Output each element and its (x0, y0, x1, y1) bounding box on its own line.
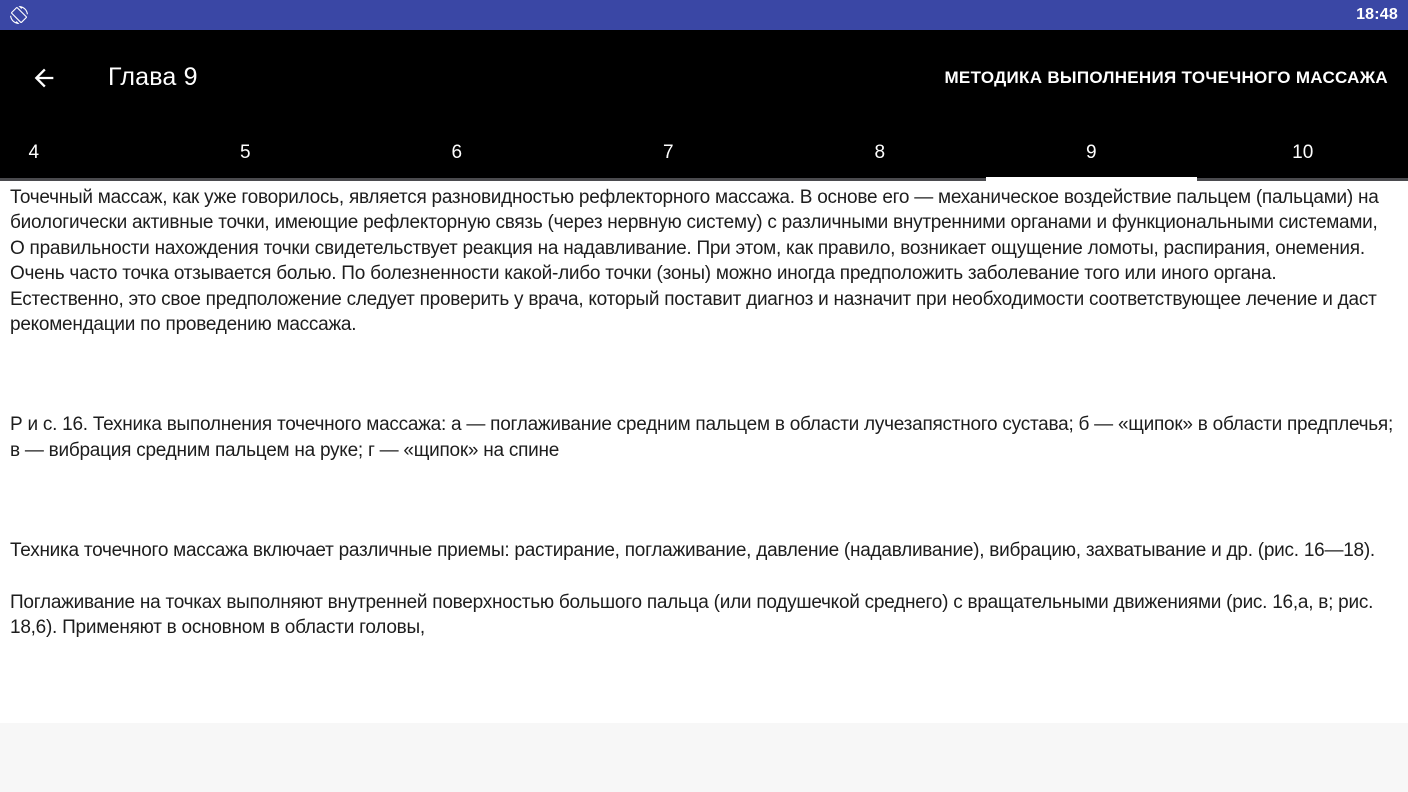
paragraph-2: Р и с. 16. Техника выполнения точечного массажа: а — поглаживание средним пальцем в области лучезапястного сустава; б — «щипок» в области предплечья; в — вибрация средним пальцем на руке; г — «щипок» на спине (10, 414, 1393, 461)
paragraph-4: Поглаживание на точках выполняют внутренней поверхностью большого пальца (или подушечкой среднего) с вращательными движениями (рис. 16,а, в; рис. 18,6). Применяют в основном в области головы, (10, 591, 1374, 639)
tab-10[interactable] (1197, 125, 1408, 181)
reading-pane[interactable] (0, 181, 1408, 723)
tab-label: 5 (239, 142, 251, 163)
arrow-back-icon (30, 64, 58, 92)
tab-bar (0, 125, 1408, 181)
page-title: Глава 9 (108, 63, 198, 91)
tab-label: 4 (28, 142, 40, 163)
paragraph-3: Техника точечного массажа включает различные приемы: растирание, поглаживание, давление (надавливание), вибрацию, захватывание и др. (рис. 16—18). (10, 540, 1375, 562)
section-heading: МЕТОДИКА ВЫПОЛНЕНИЯ ТОЧЕЧНОГО МАССАЖА (944, 67, 1388, 87)
back-button[interactable] (20, 54, 68, 102)
screen-rotation-icon (10, 5, 30, 25)
tab-4[interactable] (0, 125, 140, 181)
tab-label: 7 (662, 142, 674, 163)
tab-strip[interactable] (0, 125, 1408, 181)
paragraph-1: Точечный массаж, как уже говорилось, является разновидностью рефлекторного массажа. В основе его — механическое воздействие пальцем (пальцами) на биологически активные точки, имеющие рефлекторную связь (через нервную систему) с различными внутренними органами и функциональными системами, О правильности нахождения точки свидетельствует реакция на надавливание. При этом, как правило, возникает ощущение ломоты, распирания, онемения. Очень часто точка отзывается болью. По болезненности какой-либо точки (зоны) можно иногда предположить заболевание того или иного органа. Естественно, это свое предположение следует проверить у врача, который поставит диагноз и назначит при необходимости соответствующее лечение и даст рекомендации по проведению массажа. (10, 187, 1379, 336)
footer-strip (0, 723, 1408, 792)
tab-5[interactable] (140, 125, 352, 181)
app-bar (0, 30, 1408, 181)
tab-label: 6 (451, 142, 463, 163)
tab-9[interactable] (986, 125, 1198, 181)
tab-label: 9 (1085, 142, 1097, 163)
tab-8[interactable] (774, 125, 986, 181)
status-bar (0, 0, 1408, 30)
app-bar-top-row (0, 30, 1408, 125)
tab-6[interactable] (351, 125, 563, 181)
tab-label: 8 (874, 142, 886, 163)
tab-label: 10 (1292, 142, 1314, 163)
status-clock: 18:48 (1356, 6, 1398, 23)
tab-7[interactable] (563, 125, 775, 181)
